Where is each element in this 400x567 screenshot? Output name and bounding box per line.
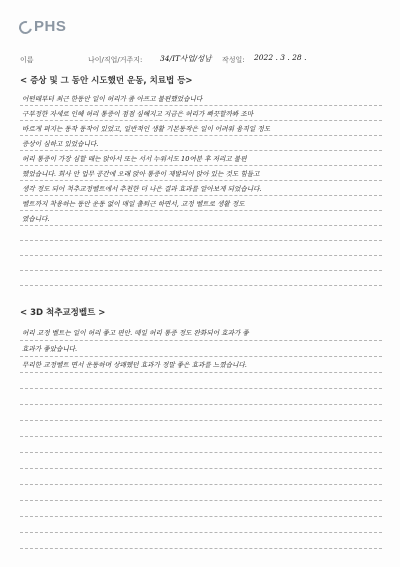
handwritten-line: 무리한 교정벨트 면서 운동하며 상쾌했던 효과가 정말 좋은 효과를 느꼈습니다. xyxy=(22,361,247,369)
handwritten-line: 허리 통증이 가장 심할 때는 앉아서 또는 서서 누워서도 10여분 후 저리고 불편 xyxy=(22,155,247,163)
handwritten-line: 허리 교정 벨트는 일이 허리 좋고 편안. 매일 허리 통증 정도 완화되어 효과가 좋 xyxy=(22,329,249,337)
rule xyxy=(20,436,382,437)
rule xyxy=(20,532,382,533)
rule xyxy=(20,165,382,166)
section1-title: < 증상 및 그 동안 시도했던 운동, 치료법 등> xyxy=(20,76,193,86)
handwritten-line: 바르게 펴지는 동작 동작이 있었고, 일반적인 생활 기본동작은 일이 어려워 움직일 정도 xyxy=(22,125,271,133)
rule xyxy=(20,255,382,256)
handwritten-line: 어떤때부터 최근 한동안 일이 허리가 좀 아프고 불편했었습니다 xyxy=(22,95,203,103)
header-info-row xyxy=(0,50,400,66)
rule xyxy=(20,420,382,421)
rule xyxy=(20,516,382,517)
rule xyxy=(20,372,382,373)
info-value: 34/IT사업/성남 xyxy=(160,54,212,63)
rule xyxy=(20,388,382,389)
rule xyxy=(20,500,382,501)
rule xyxy=(20,210,382,211)
handwritten-line: 였습니다. xyxy=(22,215,50,223)
date-value: 2022 . 3 . 28 . xyxy=(254,53,307,62)
rule xyxy=(20,548,382,549)
date-label: 작성일: xyxy=(222,56,245,64)
handwritten-line: 했었습니다. 회사 안 업무 공간에 오래 앉아 통증이 재발되어 앉아 있는 것도 힘들고 xyxy=(22,170,260,178)
phs-logo-icon xyxy=(18,20,31,33)
rule xyxy=(20,225,382,226)
rule xyxy=(20,135,382,136)
rule xyxy=(20,240,382,241)
rule xyxy=(20,452,382,453)
rule xyxy=(20,180,382,181)
info-label: 나이/직업/거주지: xyxy=(88,56,143,64)
rule xyxy=(20,484,382,485)
brand-logo xyxy=(18,18,66,35)
rule xyxy=(20,340,382,341)
rule xyxy=(20,195,382,196)
handwritten-line: 구부정한 자세로 인해 허리 통증이 점점 심해지고 지금은 허리가 삐끗할까봐 조마 xyxy=(22,110,254,118)
rule xyxy=(20,270,382,271)
handwritten-line: 생각 정도 되어 척추교정벨트에서 추천한 더 나은 결과 효과를 알아보게 되었습니다. xyxy=(22,185,262,193)
rule xyxy=(20,285,382,286)
rule xyxy=(20,105,382,106)
rule xyxy=(20,404,382,405)
handwritten-line: 효과가 좋았습니다. xyxy=(22,345,78,353)
handwritten-line: 벨트까지 착용하는 동안 운동 없이 매일 출퇴근 하면서, 교정 벨트로 생활 정도 xyxy=(22,200,245,208)
name-label: 이름 xyxy=(20,56,34,64)
rule xyxy=(20,150,382,151)
rule xyxy=(20,356,382,357)
rule xyxy=(20,120,382,121)
section2-title: < 3D 척추교정벨트 > xyxy=(20,308,106,318)
handwritten-line: 증상이 심하고 있었습니다. xyxy=(22,140,99,148)
brand-name: PHS xyxy=(34,18,67,35)
rule xyxy=(20,468,382,469)
